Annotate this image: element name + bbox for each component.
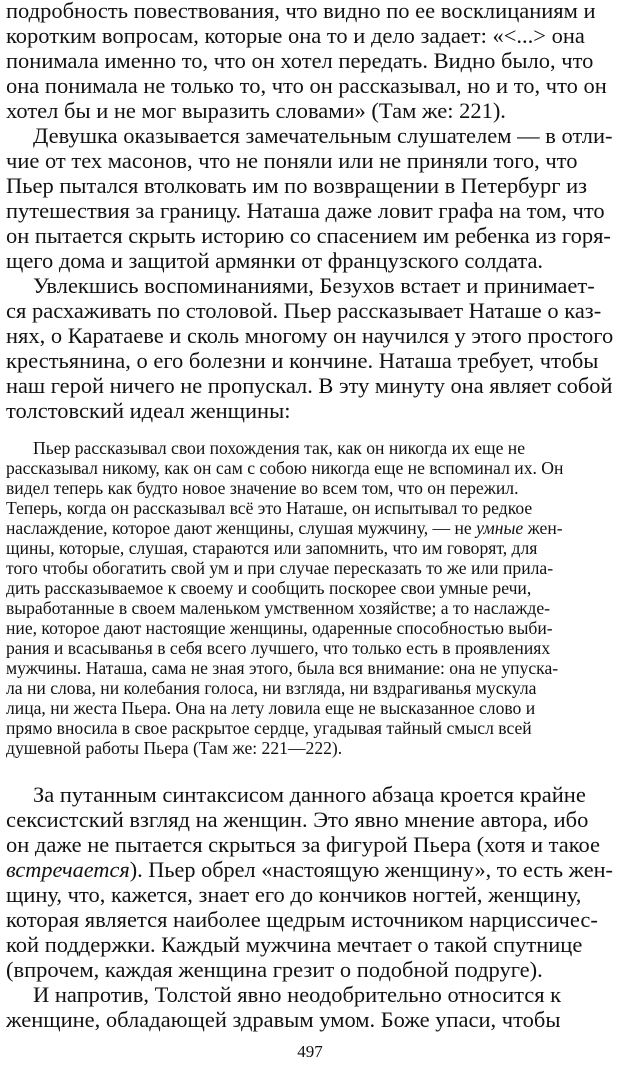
text-line: подробность повествования, что видно по ее восклицаниям и — [6, 0, 596, 23]
quote-line: Пьер рассказывал свои похождения так, как он никогда их еще не — [33, 438, 526, 458]
quote-line: дить рассказываемое к своему и сообщить поскорее свои умные речи, — [6, 578, 532, 598]
text-line: крестьянина, о его болезни и кончине. Наташа требует, чтобы — [6, 348, 599, 373]
quote-emphasis: умные — [476, 518, 524, 538]
quote-text-segment: наслаждение, которое дают женщины, слушая мужчину, — не — [6, 518, 472, 538]
text-line: нях, о Каратаеве и сколь многому он научился у этого простого — [6, 323, 613, 348]
text-line: И напротив, Толстой явно неодобрительно относится к — [33, 982, 562, 1007]
text-segment: ). Пьер обрел «настоящую женщину», то есть жен- — [129, 857, 613, 882]
text-line: щего дома и защитой армянки от французского солдата. — [6, 248, 544, 273]
text-line: Девушка оказывается замечательным слушателем — в отли- — [33, 123, 613, 148]
text-line: коротким вопросам, которые она то и дело задает: «<...> она — [6, 23, 585, 48]
quote-line: ла ни слова, ни колебания голоса, ни взгляда, ни вздрагиванья мускула — [6, 678, 537, 698]
text-line: чие от тех масонов, что не поняли или не приняли того, что — [6, 148, 578, 173]
text-line — [6, 857, 613, 882]
text-line: хотел бы и не мог выразить словами» (Там же: 221). — [6, 98, 506, 123]
text-line: толстовский идеал женщины: — [6, 398, 291, 423]
quote-line: рания и всасыванья в себя всего лучшего, что только есть в проявлениях — [6, 638, 551, 658]
text-line: Пьер пытался втолковать им по возвращении в Петербург из — [6, 173, 588, 198]
text-line: он пытается скрыть историю со спасением им ребенка из горя- — [6, 223, 611, 248]
text-line: которая является наиболее щедрым источником нарциссичес- — [6, 907, 598, 932]
quote-line: прямо вносила в свое раскрытое сердце, угадывая тайный смысл всей — [6, 718, 532, 738]
text-line: кой поддержки. Каждый мужчина мечтает о такой спутнице — [6, 932, 583, 957]
quote-line: выработанные в своем маленьком умственном хозяйстве; а то наслажде- — [6, 598, 550, 618]
quote-line — [6, 518, 613, 538]
text-line: щину, что, кажется, знает его до кончиков ногтей, женщину, — [6, 882, 582, 907]
quote-line: щины, которые, слушая, стараются или запомнить, что им говорят, для — [6, 538, 538, 558]
quote-text-segment: жен- — [523, 518, 563, 538]
text-line: Увлекшись воспоминаниями, Безухов встает и принимает- — [33, 273, 595, 298]
text-line: За путанным синтаксисом данного абзаца кроется крайне — [33, 782, 586, 807]
quote-line: мужчины. Наташа, сама не зная этого, была вся внимание: она не упуска- — [6, 658, 559, 678]
quote-line: видел теперь как будто новое значение во всем том, что он пережил. — [6, 478, 519, 498]
text-line: она понимала не только то, что он рассказывал, но и то, что он — [6, 73, 607, 98]
quote-line: Теперь, когда он рассказывал всё это Наташе, он испытывал то редкое — [6, 498, 533, 518]
quote-line: рассказывал никому, как он сам с собою никогда еще не вспоминал их. Он — [6, 458, 564, 478]
quote-line: ние, которое дают настоящие женщины, одаренные способностью выби- — [6, 618, 553, 638]
text-line: наш герой ничего не пропускал. В эту минуту она являет собой — [6, 373, 613, 398]
text-line: (впрочем, каждая женщина грезит о подобной подруге). — [6, 957, 543, 982]
text-line: путешествия за границу. Наташа даже ловит графа на том, что — [6, 198, 605, 223]
text-line: сексистский взгляд на женщин. Это явно мнение автора, ибо — [6, 807, 589, 832]
text-line: ся расхаживать по столовой. Пьер рассказывает Наташе о каз- — [6, 298, 602, 323]
page-number: 497 — [297, 1042, 323, 1061]
text-line: понимала именно то, что он хотел передать. Видно было, что — [6, 48, 594, 73]
emphasis: встречается — [6, 857, 130, 882]
text-line: женщине, обладающей здравым умом. Боже упаси, чтобы — [6, 1007, 561, 1032]
quote-line: душевной работы Пьера (Там же: 221—222). — [6, 738, 343, 758]
text-line: он даже не пытается скрыться за фигурой Пьера (хотя и такое — [6, 832, 601, 857]
quote-line: лица, ни жеста Пьера. Она на лету ловила еще не высказанное слово и — [6, 698, 536, 718]
quote-line: того чтобы обогатить свой ум и при случае пересказать то же или прила- — [6, 558, 554, 578]
